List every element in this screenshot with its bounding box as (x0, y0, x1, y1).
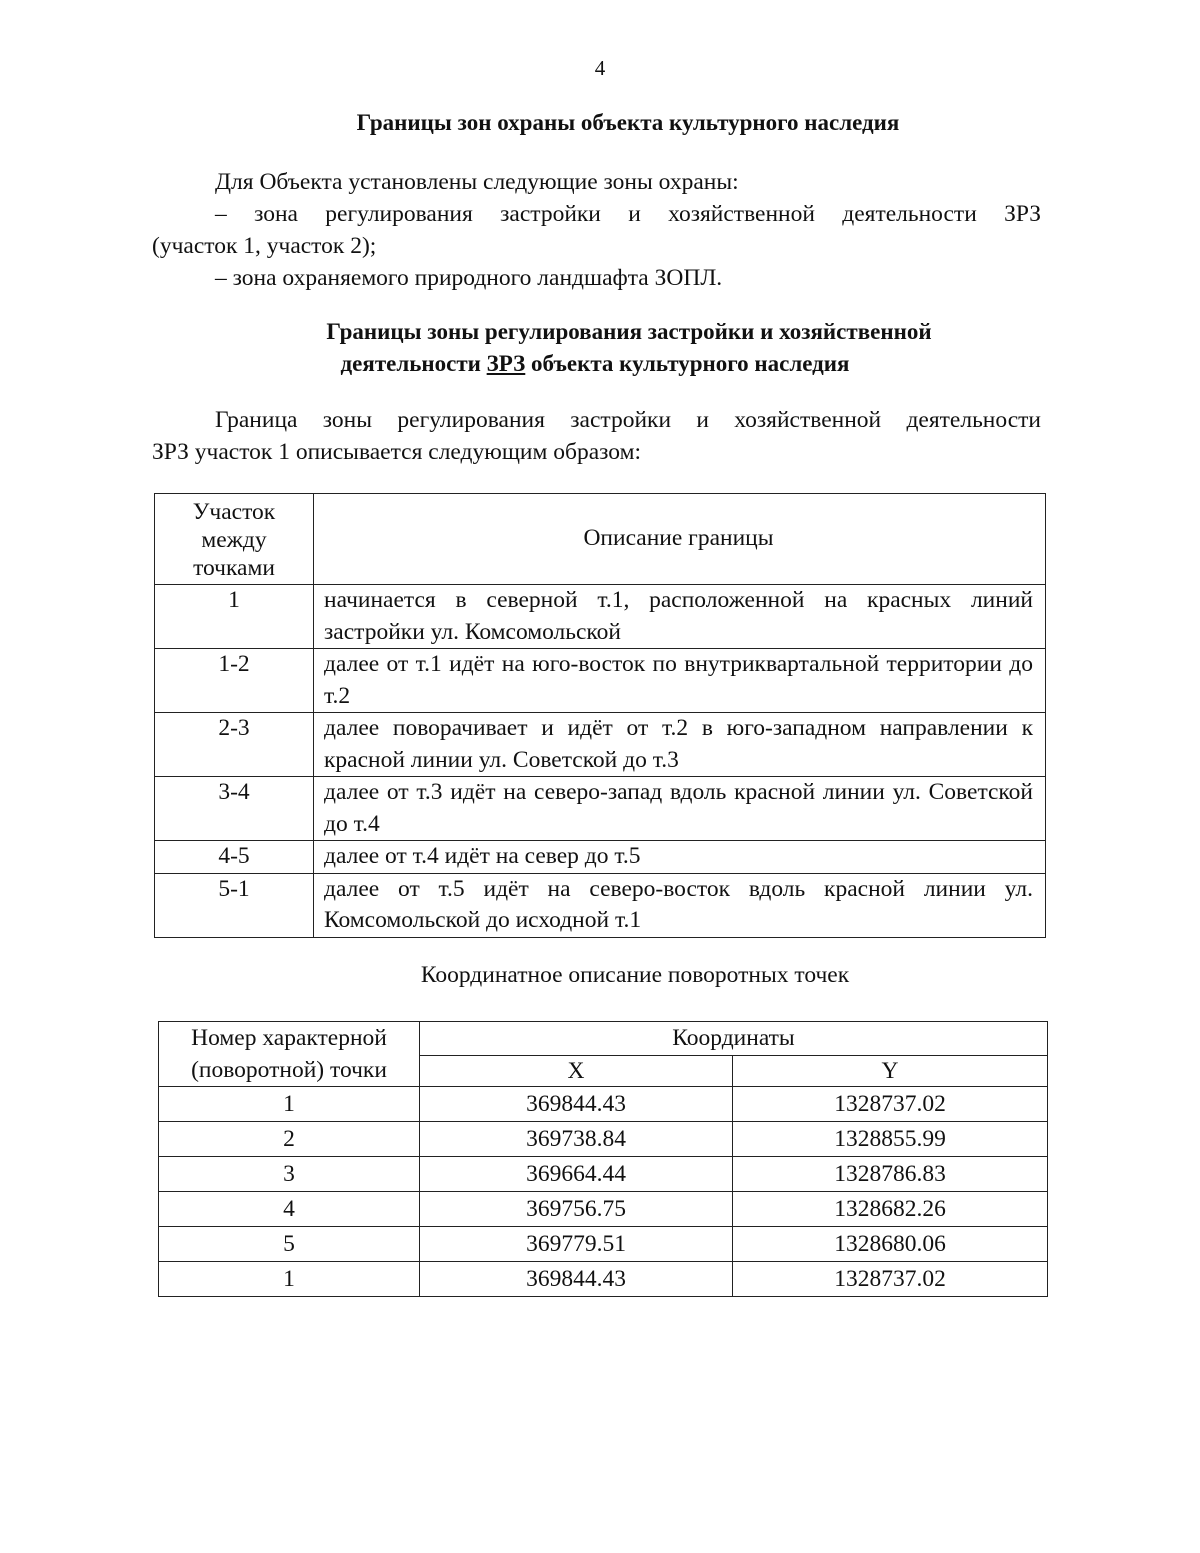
header-point-line1: Номер характерной (191, 1025, 387, 1051)
header-point (159, 1022, 420, 1087)
header-y: Y (733, 1055, 1048, 1086)
description-cell: далее от т.4 идёт на север до т.5 (314, 841, 1046, 874)
table-row (159, 1192, 1048, 1227)
segment-cell: 2-3 (155, 713, 314, 777)
segment-cell: 4-5 (155, 841, 314, 874)
header-description: Описание границы (314, 494, 1046, 585)
segment-cell: 1 (155, 585, 314, 649)
point-cell: 1 (159, 1262, 420, 1297)
zrz-description-line1: Граница зоны регулирования застройки и хозяйственной деятельности (215, 407, 1041, 433)
table-row (155, 585, 1046, 649)
coordinates-table (158, 1021, 1048, 1297)
header-segment-line2: между (201, 527, 267, 553)
header-segment-line1: Участок (192, 499, 276, 525)
x-cell: 369844.43 (420, 1262, 733, 1297)
y-cell: 1328786.83 (733, 1157, 1048, 1192)
boundary-table-header (155, 494, 1046, 585)
table-row (159, 1227, 1048, 1262)
zone-item-zopl: – зона охраняемого природного ландшафта ЗОПЛ. (215, 265, 723, 291)
point-cell: 4 (159, 1192, 420, 1227)
header-segment-line3: точками (193, 555, 275, 581)
zrz-abbrev: ЗРЗ (486, 351, 526, 376)
x-cell: 369844.43 (420, 1087, 733, 1122)
section-title-zrz-line2-start: деятельности (340, 351, 487, 376)
x-cell: 369738.84 (420, 1122, 733, 1157)
table-row (155, 873, 1046, 937)
point-cell: 1 (159, 1087, 420, 1122)
table-row (155, 841, 1046, 874)
zone-item-zrz-line2: (участок 1, участок 2); (152, 233, 377, 259)
page-number: 4 (594, 56, 606, 80)
description-cell: далее поворачивает и идёт от т.2 в юго-западном направлении к красной линии ул. Советской до т.3 (314, 713, 1046, 777)
table-row (159, 1087, 1048, 1122)
segment-cell: 5-1 (155, 873, 314, 937)
table-row (159, 1122, 1048, 1157)
section-title-zrz-line2-end: объекта культурного наследия (525, 351, 850, 376)
table-row (155, 713, 1046, 777)
y-cell: 1328737.02 (733, 1087, 1048, 1122)
description-cell: далее от т.3 идёт на северо-запад вдоль красной линии ул. Советской до т.4 (314, 777, 1046, 841)
section-title-zrz-line1: Границы зоны регулирования застройки и хозяйственной (326, 319, 932, 344)
x-cell: 369779.51 (420, 1227, 733, 1262)
point-cell: 5 (159, 1227, 420, 1262)
segment-cell: 3-4 (155, 777, 314, 841)
zrz-description-line2: ЗРЗ участок 1 описывается следующим образом: (152, 439, 641, 465)
header-segment (155, 494, 314, 585)
coordinates-header-row1 (159, 1022, 1048, 1056)
section-title-zones: Границы зон охраны объекта культурного наследия (356, 110, 900, 135)
header-x: X (420, 1055, 733, 1086)
header-point-line2: (поворотной) точки (191, 1057, 387, 1083)
coordinates-caption: Координатное описание поворотных точек (420, 962, 850, 988)
y-cell: 1328680.06 (733, 1227, 1048, 1262)
y-cell: 1328682.26 (733, 1192, 1048, 1227)
point-cell: 3 (159, 1157, 420, 1192)
boundary-table (154, 493, 1046, 938)
segment-cell: 1-2 (155, 649, 314, 713)
y-cell: 1328855.99 (733, 1122, 1048, 1157)
description-cell: далее от т.5 идёт на северо-восток вдоль красной линии ул. Комсомольской до исходной т.1 (314, 873, 1046, 937)
description-cell: начинается в северной т.1, расположенной на красных линий застройки ул. Комсомольской (314, 585, 1046, 649)
x-cell: 369664.44 (420, 1157, 733, 1192)
point-cell: 2 (159, 1122, 420, 1157)
table-row (155, 649, 1046, 713)
header-coordinates: Координаты (420, 1022, 1048, 1056)
y-cell: 1328737.02 (733, 1262, 1048, 1297)
description-cell: далее от т.1 идёт на юго-восток по внутриквартальной территории до т.2 (314, 649, 1046, 713)
table-row (155, 777, 1046, 841)
table-row (159, 1262, 1048, 1297)
x-cell: 369756.75 (420, 1192, 733, 1227)
zone-item-zrz-line1: – зона регулирования застройки и хозяйственной деятельности ЗРЗ (215, 201, 1041, 227)
zones-intro: Для Объекта установлены следующие зоны охраны: (215, 169, 739, 195)
table-row (159, 1157, 1048, 1192)
section-title-zrz-line2 (0, 348, 1190, 380)
